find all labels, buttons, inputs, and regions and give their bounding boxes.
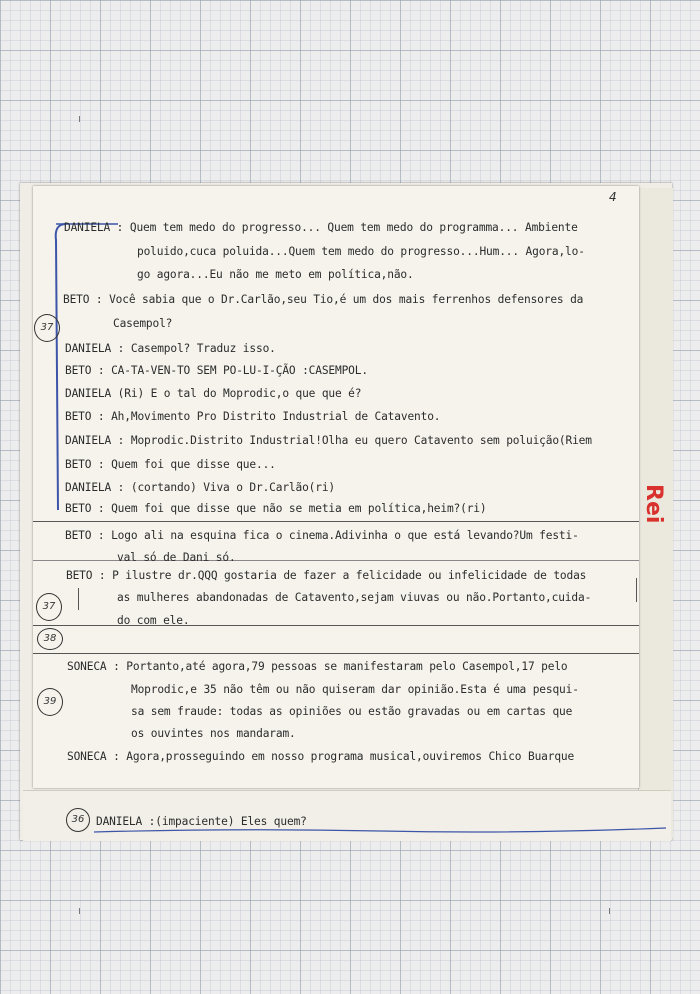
script-line: DANIELA : Casempol? Traduz isso. xyxy=(65,342,276,355)
script-line: DANIELA : Moprodic.Distrito Industrial!Olha eu quero Catavento sem poluição(Riem xyxy=(65,434,592,447)
script-line: BETO : Quem foi que disse que não se metia em política,heim?(ri) xyxy=(65,502,487,515)
grid-tick xyxy=(609,908,610,914)
script-line: val só de Dani só. xyxy=(117,551,236,564)
script-line: do com ele. xyxy=(117,614,190,627)
script-line: DANIELA (Ri) E o tal do Moprodic,o que que é? xyxy=(65,387,362,400)
script-line: poluido,cuca poluida...Quem tem medo do progresso...Hum... Agora,lo- xyxy=(137,245,585,258)
grid-tick xyxy=(79,116,80,122)
script-line: sa sem fraude: todas as opiniões ou estão gravadas ou em cartas que xyxy=(131,705,573,718)
section-divider xyxy=(33,521,639,522)
script-line: as mulheres abandonadas de Catavento,sejam viuvas ou não.Portanto,cuida- xyxy=(117,591,592,604)
grid-tick xyxy=(79,908,80,914)
red-stamp-mark xyxy=(639,478,675,566)
script-line: Casempol? xyxy=(113,317,173,330)
script-line: SONECA : Portanto,até agora,79 pessoas se manifestaram pelo Casempol,17 pelo xyxy=(67,660,568,673)
script-line: go agora...Eu não me meto em política,não. xyxy=(137,268,414,281)
stamp-text: Rei xyxy=(641,484,666,524)
script-line: Moprodic,e 35 não têm ou não quiseram dar opinião.Esta é uma pesqui- xyxy=(131,683,579,696)
script-line: BETO : Quem foi que disse que... xyxy=(65,458,276,471)
scene-number: 37 xyxy=(36,593,62,621)
page-number: 4 xyxy=(609,190,617,204)
scene-number: 36 xyxy=(66,808,90,832)
script-line: BETO : Ah,Movimento Pro Distrito Industrial de Catavento. xyxy=(65,410,441,423)
scene-number: 39 xyxy=(37,688,63,716)
pen-tick-mark xyxy=(78,588,79,610)
script-line: SONECA : Agora,prosseguindo em nosso programa musical,ouviremos Chico Buarque xyxy=(67,750,575,763)
script-line: BETO : P ilustre dr.QQQ gostaria de fazer a felicidade ou infelicidade de todas xyxy=(66,569,587,582)
script-line: BETO : Você sabia que o Dr.Carlão,seu Tio,é um dos mais ferrenhos defensores da xyxy=(63,293,584,306)
script-line: os ouvintes nos mandaram. xyxy=(131,727,296,740)
script-line: BETO : Logo ali na esquina fica o cinema.Adivinha o que está levando?Um festi- xyxy=(65,529,579,542)
scene-number: 37 xyxy=(34,314,60,342)
pen-tick-mark xyxy=(636,578,637,602)
section-divider xyxy=(33,653,639,654)
script-line: BETO : CA-TA-VEN-TO SEM PO-LU-I-ÇÃO :CASEMPOL. xyxy=(65,364,368,377)
script-line: DANIELA : Quem tem medo do progresso... Quem tem medo do programma... Ambiente xyxy=(64,221,578,234)
scene-number: 38 xyxy=(37,628,63,650)
script-line: DANIELA :(impaciente) Eles quem? xyxy=(96,815,307,828)
script-line: DANIELA : (cortando) Viva o Dr.Carlão(ri) xyxy=(65,481,336,494)
